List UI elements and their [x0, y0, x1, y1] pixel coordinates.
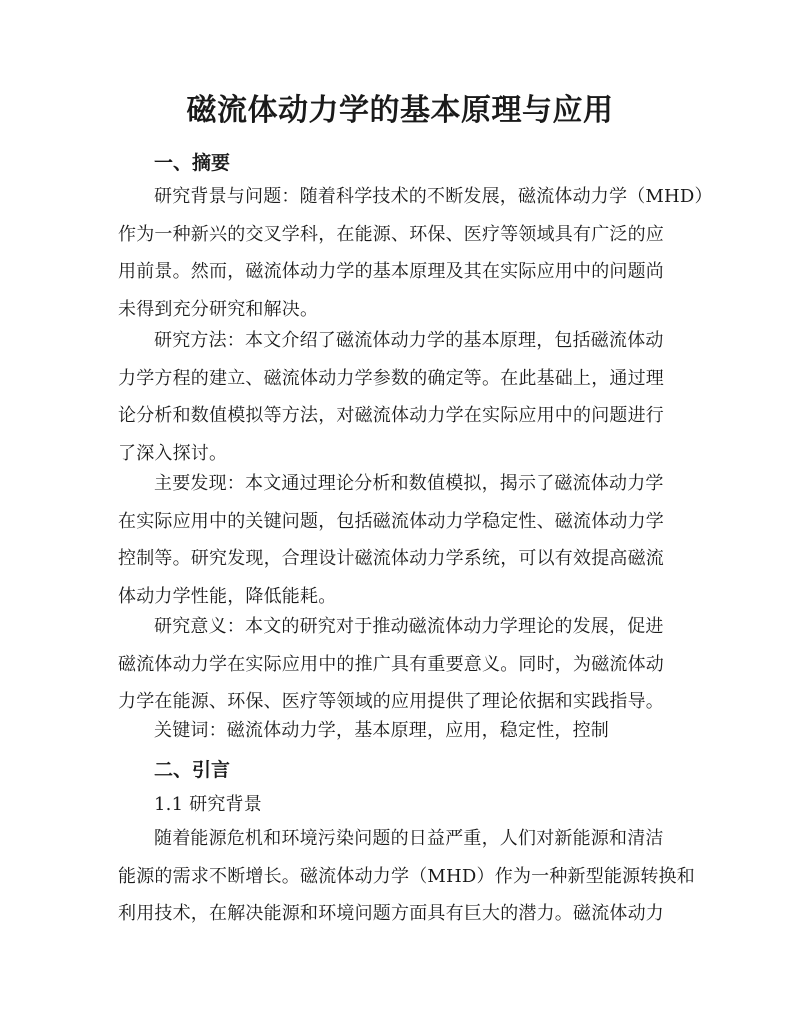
keywords-line: 关键词：磁流体动力学，基本原理，应用，稳定性，控制	[154, 720, 609, 741]
paragraph-line: 能源的需求不断增长。磁流体动力学（MHD）作为一种新型能源转换和	[118, 865, 695, 887]
paragraph-line: 主要发现：本文通过理论分析和数值模拟，揭示了磁流体动力学	[154, 473, 664, 494]
paragraph-line: 研究方法：本文介绍了磁流体动力学的基本原理，包括磁流体动	[154, 330, 664, 351]
subsection-heading-research-background: 1.1 研究背景	[154, 794, 262, 815]
paragraph-line: 论分析和数值模拟等方法，对磁流体动力学在实际应用中的问题进行	[118, 405, 664, 427]
paragraph-line: 了深入探讨。	[118, 443, 228, 465]
document-title: 磁流体动力学的基本原理与应用	[186, 93, 614, 128]
abstract-methods-paragraph	[118, 322, 678, 473]
abstract-significance-paragraph	[118, 608, 678, 721]
paragraph-line: 在实际应用中的关键问题，包括磁流体动力学稳定性、磁流体动力学	[118, 510, 664, 532]
paragraph-line: 随着能源危机和环境污染问题的日益严重，人们对新能源和清洁	[154, 828, 664, 849]
paragraph-line: 磁流体动力学在实际应用中的推广具有重要意义。同时，为磁流体动	[118, 653, 664, 675]
paragraph-line: 研究意义：本文的研究对于推动磁流体动力学理论的发展，促进	[154, 616, 664, 637]
section-heading-introduction: 二、引言	[154, 759, 231, 781]
intro-paragraph	[118, 820, 695, 933]
section-heading-abstract: 一、摘要	[154, 152, 231, 174]
paragraph-line: 研究背景与问题：随着科学技术的不断发展，磁流体动力学（MHD）	[154, 186, 713, 207]
abstract-background-paragraph	[118, 178, 713, 329]
abstract-findings-paragraph	[118, 465, 678, 616]
paragraph-line: 利用技术，在解决能源和环境问题方面具有巨大的潜力。磁流体动力	[118, 903, 664, 925]
paragraph-line: 控制等。研究发现，合理设计磁流体动力学系统，可以有效提高磁流	[118, 548, 664, 570]
paragraph-line: 未得到充分研究和解决。	[118, 299, 319, 321]
paragraph-line: 作为一种新兴的交叉学科，在能源、环保、医疗等领域具有广泛的应	[118, 223, 664, 245]
paragraph-line: 体动力学性能，降低能耗。	[118, 586, 337, 608]
paragraph-line: 用前景。然而，磁流体动力学的基本原理及其在实际应用中的问题尚	[118, 261, 664, 283]
paragraph-line: 力学方程的建立、磁流体动力学参数的确定等。在此基础上，通过理	[118, 367, 664, 389]
paragraph-line: 力学在能源、环保、医疗等领域的应用提供了理论依据和实践指导。	[118, 691, 664, 713]
